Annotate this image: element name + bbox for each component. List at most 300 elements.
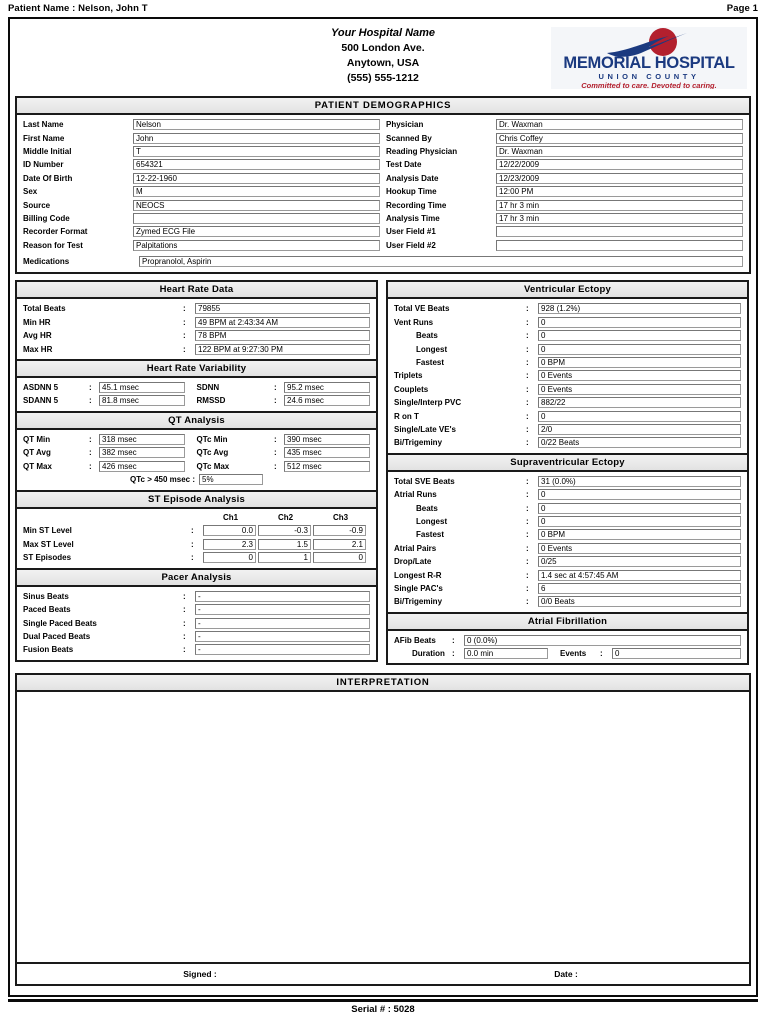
field-label: SDANN 5 xyxy=(23,396,59,406)
colon: : xyxy=(526,490,529,500)
colon: : xyxy=(452,635,455,645)
field-value[interactable]: - xyxy=(195,591,370,602)
supraventricular-row xyxy=(394,475,741,488)
pacer-row xyxy=(23,630,370,643)
demographics-row xyxy=(386,239,743,252)
field-value[interactable]: 390 msec xyxy=(284,434,370,445)
field-value[interactable]: - xyxy=(195,604,370,615)
interpretation-panel xyxy=(15,673,751,986)
supraventricular-row xyxy=(394,501,741,514)
patient-name-header: Patient Name : Nelson, John T xyxy=(8,2,148,14)
st-table-row xyxy=(23,524,370,538)
field-label: Paced Beats xyxy=(23,605,71,615)
field-value[interactable]: John xyxy=(133,133,380,144)
field-value[interactable]: 0/25 xyxy=(538,556,741,567)
colon: : xyxy=(183,331,186,341)
ventricular-row xyxy=(394,409,741,422)
field-value[interactable]: 654321 xyxy=(133,159,380,170)
colon: : xyxy=(526,344,529,354)
field-label: Recording Time xyxy=(386,200,447,210)
field-value[interactable]: 435 msec xyxy=(284,447,370,458)
field-value[interactable]: 0 xyxy=(538,489,741,500)
field-label: Total Beats xyxy=(23,304,66,314)
field-value[interactable]: 24.6 msec xyxy=(284,395,370,406)
demographics-row xyxy=(23,158,380,171)
field-label: Billing Code xyxy=(23,213,70,223)
afib-duration-label: Duration xyxy=(412,649,445,659)
supraventricular-row xyxy=(394,515,741,528)
field-label: Hookup Time xyxy=(386,187,437,197)
field-label: Middle Initial xyxy=(23,146,72,156)
field-label: Fastest xyxy=(416,358,445,368)
colon: : xyxy=(183,317,186,327)
colon: : xyxy=(183,304,186,314)
field-value[interactable]: 17 hr 3 min xyxy=(496,200,743,211)
pacer-row xyxy=(23,643,370,656)
field-label: Longest xyxy=(416,344,448,354)
demographics-row xyxy=(23,185,380,198)
right-stack-panel xyxy=(386,280,749,665)
qt-cell xyxy=(23,459,197,472)
field-label: QT Min xyxy=(23,434,51,444)
logo-subtitle: UNION COUNTY xyxy=(598,72,700,81)
field-label: Analysis Date xyxy=(386,173,439,183)
afib-title: Atrial Fibrillation xyxy=(388,612,747,631)
colon: : xyxy=(191,553,194,563)
demographics-row xyxy=(23,145,380,158)
colon: : xyxy=(526,317,529,327)
field-value[interactable]: 2/0 xyxy=(538,424,741,435)
field-value[interactable]: - xyxy=(195,631,370,642)
field-value[interactable]: 1.4 sec at 4:57:45 AM xyxy=(538,570,741,581)
field-label: Couplets xyxy=(394,384,429,394)
colon: : xyxy=(526,543,529,553)
field-label: Analysis Time xyxy=(386,213,440,223)
st-channel-header: Ch3 xyxy=(332,513,349,523)
page-header xyxy=(0,0,766,16)
st-table-row xyxy=(23,551,370,565)
pacer-row xyxy=(23,590,370,603)
field-label: ASDNN 5 xyxy=(23,383,59,393)
field-label: Fastest xyxy=(416,530,445,540)
field-label: Total VE Beats xyxy=(394,304,450,314)
afib-events-value[interactable]: 0 xyxy=(612,648,741,659)
field-label: Source xyxy=(23,200,51,210)
field-label: Single Paced Beats xyxy=(23,618,97,628)
signature-row xyxy=(17,962,749,984)
field-label: ID Number xyxy=(23,160,64,170)
field-label: Sinus Beats xyxy=(23,591,69,601)
supraventricular-row xyxy=(394,542,741,555)
field-label: Atrial Runs xyxy=(394,490,437,500)
supraventricular-title: Supraventricular Ectopy xyxy=(388,453,747,472)
colon: : xyxy=(526,476,529,486)
demographics-row xyxy=(23,118,380,131)
field-label: Scanned By xyxy=(386,133,432,143)
field-value[interactable]: 17 hr 3 min xyxy=(496,213,743,224)
demographics-row xyxy=(23,225,380,238)
field-label: Min HR xyxy=(23,317,51,327)
colon: : xyxy=(183,618,186,628)
field-value[interactable]: 95.2 msec xyxy=(284,382,370,393)
colon: : xyxy=(526,425,529,434)
main-region xyxy=(15,280,751,665)
field-label: Bi/Trigeminy xyxy=(394,597,443,607)
colon: : xyxy=(526,503,529,513)
demographics-columns xyxy=(17,115,749,255)
field-value[interactable]: Palpitations xyxy=(133,240,380,251)
hospital-logo xyxy=(551,27,747,89)
supraventricular-row xyxy=(394,582,741,595)
field-label: Last Name xyxy=(23,120,64,130)
field-value[interactable]: 49 BPM at 2:43:34 AM xyxy=(195,317,370,328)
field-label: Bi/Trigeminy xyxy=(394,438,443,448)
hospital-phone: (555) 555-1212 xyxy=(347,72,419,84)
field-label: QTc Max xyxy=(196,461,230,471)
demographics-left-rows xyxy=(17,115,383,255)
hospital-city-state: Anytown, USA xyxy=(346,57,420,69)
colon: : xyxy=(526,358,529,368)
ventricular-row xyxy=(394,396,741,409)
st-cell-ch1[interactable]: 2.3 xyxy=(203,539,256,550)
field-value[interactable]: 0/0 Beats xyxy=(538,596,741,607)
field-value[interactable]: 45.1 msec xyxy=(99,382,185,393)
heart-rate-row xyxy=(23,329,370,342)
field-label: User Field #1 xyxy=(386,227,436,237)
qt-cell xyxy=(197,459,371,472)
field-label: Atrial Pairs xyxy=(394,543,437,553)
field-value[interactable]: 382 msec xyxy=(99,447,185,458)
hrv-body xyxy=(17,378,376,411)
pacer-row xyxy=(23,616,370,629)
field-label: Min ST Level xyxy=(23,526,72,536)
colon: : xyxy=(183,344,186,354)
qt-cell xyxy=(23,446,197,459)
colon: : xyxy=(183,631,186,641)
st-channel-header: Ch2 xyxy=(277,513,294,523)
right-column xyxy=(386,280,749,665)
demographics-title: PATIENT DEMOGRAPHICS xyxy=(17,98,749,115)
field-value[interactable]: 0/22 Beats xyxy=(538,437,741,448)
colon: : xyxy=(89,448,92,458)
field-value[interactable]: 79855 xyxy=(195,303,370,314)
hospital-address: 500 London Ave. xyxy=(341,42,425,54)
colon: : xyxy=(526,557,529,567)
hrv-row xyxy=(23,381,370,394)
colon: : xyxy=(526,583,529,593)
field-label: Recorder Format xyxy=(23,227,88,237)
field-value[interactable]: 0 Events xyxy=(538,384,741,395)
colon: : xyxy=(274,448,277,458)
field-label: Physician xyxy=(386,120,424,130)
field-label: Longest xyxy=(416,516,448,526)
field-label: QTc Avg xyxy=(196,448,229,458)
st-cell-ch2[interactable]: 1.5 xyxy=(258,539,311,550)
colon: : xyxy=(526,304,529,314)
qtc-over-value[interactable]: 5% xyxy=(199,474,263,485)
colon: : xyxy=(600,649,603,659)
colon: : xyxy=(183,591,186,601)
st-cell-ch2[interactable]: -0.3 xyxy=(258,525,311,536)
field-value[interactable]: 0 BPM xyxy=(538,529,741,540)
field-label: Single/Late VE's xyxy=(394,425,456,434)
field-value[interactable]: 31 (0.0%) xyxy=(538,476,741,487)
field-label: Beats xyxy=(416,503,438,513)
signed-label: Signed : xyxy=(183,969,217,980)
pacer-body xyxy=(17,587,376,660)
logo-title: MEMORIAL HOSPITAL xyxy=(563,54,735,72)
field-label: Triplets xyxy=(394,371,423,381)
heart-rate-row xyxy=(23,316,370,329)
field-value[interactable] xyxy=(496,240,743,251)
page-number-header: Page 1 xyxy=(726,2,758,14)
supraventricular-row xyxy=(394,528,741,541)
colon: : xyxy=(526,438,529,448)
qt-title: QT Analysis xyxy=(17,411,376,430)
supraventricular-row xyxy=(394,555,741,568)
st-cell-ch3[interactable]: 2.1 xyxy=(313,539,366,550)
field-label: SDNN xyxy=(196,383,220,393)
date-label: Date : xyxy=(554,969,578,980)
colon: : xyxy=(526,530,529,540)
colon: : xyxy=(183,605,186,615)
field-value[interactable]: 78 BPM xyxy=(195,330,370,341)
afib-body xyxy=(388,631,747,664)
field-label: QT Max xyxy=(23,461,52,471)
field-label: Beats xyxy=(416,331,438,341)
logo-tagline: Committed to care. Devoted to caring. xyxy=(581,81,717,89)
medications-row xyxy=(17,255,749,268)
field-value[interactable]: 81.8 msec xyxy=(99,395,185,406)
field-value[interactable]: - xyxy=(195,618,370,629)
medications-label: Medications xyxy=(23,257,70,267)
demographics-row xyxy=(386,131,743,144)
field-value[interactable]: 6 xyxy=(538,583,741,594)
afib-beats-label: AFib Beats xyxy=(394,635,436,645)
demographics-row xyxy=(23,212,380,225)
colon: : xyxy=(526,570,529,580)
st-channel-header: Ch1 xyxy=(222,513,239,523)
field-value[interactable]: 122 BPM at 9:27:30 PM xyxy=(195,344,370,355)
qt-cell xyxy=(197,433,371,446)
field-value[interactable]: T xyxy=(133,146,380,157)
ventricular-row xyxy=(394,356,741,369)
ventricular-body xyxy=(388,299,747,452)
field-label: Single/Interp PVC xyxy=(394,398,462,408)
heart-rate-row xyxy=(23,302,370,315)
field-label: Avg HR xyxy=(23,331,52,341)
field-label: RMSSD xyxy=(196,396,226,406)
field-value[interactable]: 0 xyxy=(538,344,741,355)
st-body xyxy=(17,509,376,568)
demographics-row xyxy=(386,158,743,171)
ventricular-row xyxy=(394,316,741,329)
field-label: User Field #2 xyxy=(386,240,436,250)
report-frame xyxy=(8,17,758,997)
colon: : xyxy=(89,434,92,444)
field-value[interactable]: 0 xyxy=(538,503,741,514)
pacer-title: Pacer Analysis xyxy=(17,568,376,587)
qt-cell xyxy=(23,433,197,446)
demographics-right-column xyxy=(383,115,749,255)
demographics-row xyxy=(23,198,380,211)
st-header-row xyxy=(23,512,370,524)
field-label: Reason for Test xyxy=(23,240,83,250)
field-label: Test Date xyxy=(386,160,422,170)
field-value[interactable]: 318 msec xyxy=(99,434,185,445)
colon: : xyxy=(183,645,186,655)
field-value[interactable]: 0 Events xyxy=(538,370,741,381)
demographics-row xyxy=(386,185,743,198)
field-label: Drop/Late xyxy=(394,557,432,567)
qt-cell xyxy=(197,446,371,459)
pacer-row xyxy=(23,603,370,616)
field-label: QT Avg xyxy=(23,448,51,458)
hrv-cell xyxy=(197,394,371,407)
demographics-row xyxy=(386,225,743,238)
footer-rule xyxy=(8,999,758,1002)
field-value[interactable]: 0 xyxy=(538,330,741,341)
st-table-row xyxy=(23,537,370,551)
supraventricular-row xyxy=(394,595,741,608)
afib-duration-value[interactable]: 0.0 min xyxy=(464,648,548,659)
afib-beats-row xyxy=(394,634,741,647)
hospital-header xyxy=(15,24,751,96)
field-value[interactable]: 0 xyxy=(538,411,741,422)
field-value[interactable]: 0 xyxy=(538,516,741,527)
field-value[interactable]: 0 xyxy=(538,317,741,328)
demographics-row xyxy=(23,131,380,144)
colon: : xyxy=(89,383,92,393)
afib-events-label: Events xyxy=(560,649,587,659)
colon: : xyxy=(274,461,277,471)
field-value[interactable]: M xyxy=(133,186,380,197)
field-value[interactable]: Chris Coffey xyxy=(496,133,743,144)
field-value[interactable]: Dr. Waxman xyxy=(496,119,743,130)
qt-row xyxy=(23,459,370,472)
supraventricular-row xyxy=(394,488,741,501)
hrv-row xyxy=(23,394,370,407)
field-value[interactable]: Dr. Waxman xyxy=(496,146,743,157)
ventricular-row xyxy=(394,369,741,382)
field-value[interactable]: - xyxy=(195,644,370,655)
hrv-cell xyxy=(197,381,371,394)
afib-beats-value[interactable]: 0 (0.0%) xyxy=(464,635,741,646)
hrv-cell xyxy=(23,394,197,407)
hrv-title: Heart Rate Variability xyxy=(17,359,376,378)
demographics-row xyxy=(23,172,380,185)
qtc-over-label: QTc > 450 msec : xyxy=(130,475,195,485)
colon: : xyxy=(526,398,529,408)
colon: : xyxy=(526,516,529,526)
field-value[interactable]: 12:00 PM xyxy=(496,186,743,197)
field-label: Max HR xyxy=(23,344,53,354)
hospital-name: Your Hospital Name xyxy=(330,27,436,39)
afib-duration-row xyxy=(394,647,741,660)
left-stack-panel xyxy=(15,280,378,661)
medications-value[interactable]: Propranolol, Aspirin xyxy=(139,256,743,267)
patient-demographics-panel xyxy=(15,96,751,274)
st-cell-ch1[interactable]: 0 xyxy=(203,552,256,563)
demographics-row xyxy=(386,212,743,225)
colon: : xyxy=(274,396,277,406)
field-label: Reading Physician xyxy=(386,146,458,156)
st-cell-ch3[interactable]: -0.9 xyxy=(313,525,366,536)
field-value[interactable]: 12/22/2009 xyxy=(496,159,743,170)
field-label: QTc Min xyxy=(196,434,228,444)
field-value[interactable]: 882/22 xyxy=(538,397,741,408)
field-label: Fusion Beats xyxy=(23,645,74,655)
demographics-right-rows xyxy=(383,115,749,255)
ventricular-row xyxy=(394,423,741,436)
field-label: Total SVE Beats xyxy=(394,476,455,486)
heart-rate-body xyxy=(17,299,376,359)
field-label: Single PAC's xyxy=(394,583,443,593)
left-column xyxy=(15,280,378,665)
supraventricular-row xyxy=(394,568,741,581)
heart-rate-row xyxy=(23,342,370,355)
st-cell-ch3[interactable]: 0 xyxy=(313,552,366,563)
ventricular-row xyxy=(394,329,741,342)
field-value[interactable]: 0 BPM xyxy=(538,357,741,368)
field-value[interactable]: 12-22-1960 xyxy=(133,173,380,184)
field-label: Max ST Level xyxy=(23,539,74,549)
colon: : xyxy=(191,526,194,536)
demographics-row xyxy=(23,239,380,252)
colon: : xyxy=(526,597,529,607)
colon: : xyxy=(274,434,277,444)
field-value[interactable]: 512 msec xyxy=(284,461,370,472)
demographics-row xyxy=(386,172,743,185)
colon: : xyxy=(526,384,529,394)
field-value[interactable]: NEOCS xyxy=(133,200,380,211)
field-label: ST Episodes xyxy=(23,553,72,563)
demographics-row xyxy=(386,145,743,158)
supraventricular-body xyxy=(388,472,747,612)
field-label: Date Of Birth xyxy=(23,173,73,183)
field-value[interactable]: 426 msec xyxy=(99,461,185,472)
field-value[interactable]: 12/23/2009 xyxy=(496,173,743,184)
qt-row xyxy=(23,433,370,446)
field-label: Sex xyxy=(23,187,38,197)
field-value[interactable]: 0 Events xyxy=(538,543,741,554)
interpretation-textarea[interactable] xyxy=(17,692,749,962)
field-value[interactable]: Nelson xyxy=(133,119,380,130)
field-value[interactable]: 928 (1.2%) xyxy=(538,303,741,314)
st-cell-ch1[interactable]: 0.0 xyxy=(203,525,256,536)
qtc-over-row xyxy=(23,473,370,487)
colon: : xyxy=(274,383,277,393)
ventricular-title: Ventricular Ectopy xyxy=(388,282,747,299)
colon: : xyxy=(89,461,92,471)
ventricular-row xyxy=(394,383,741,396)
st-title: ST Episode Analysis xyxy=(17,490,376,509)
field-label: Vent Runs xyxy=(394,317,434,327)
field-value[interactable]: Zymed ECG File xyxy=(133,226,380,237)
ventricular-row xyxy=(394,342,741,355)
field-label: Dual Paced Beats xyxy=(23,631,91,641)
field-label: Longest R-R xyxy=(394,570,442,580)
footer-serial: Serial # : 5028 xyxy=(351,1004,415,1015)
ventricular-row xyxy=(394,436,741,449)
field-value[interactable] xyxy=(496,226,743,237)
hrv-cell xyxy=(23,381,197,394)
field-value[interactable] xyxy=(133,213,380,224)
qt-row xyxy=(23,446,370,459)
qt-body xyxy=(17,430,376,490)
colon: : xyxy=(526,331,529,341)
st-cell-ch2[interactable]: 1 xyxy=(258,552,311,563)
